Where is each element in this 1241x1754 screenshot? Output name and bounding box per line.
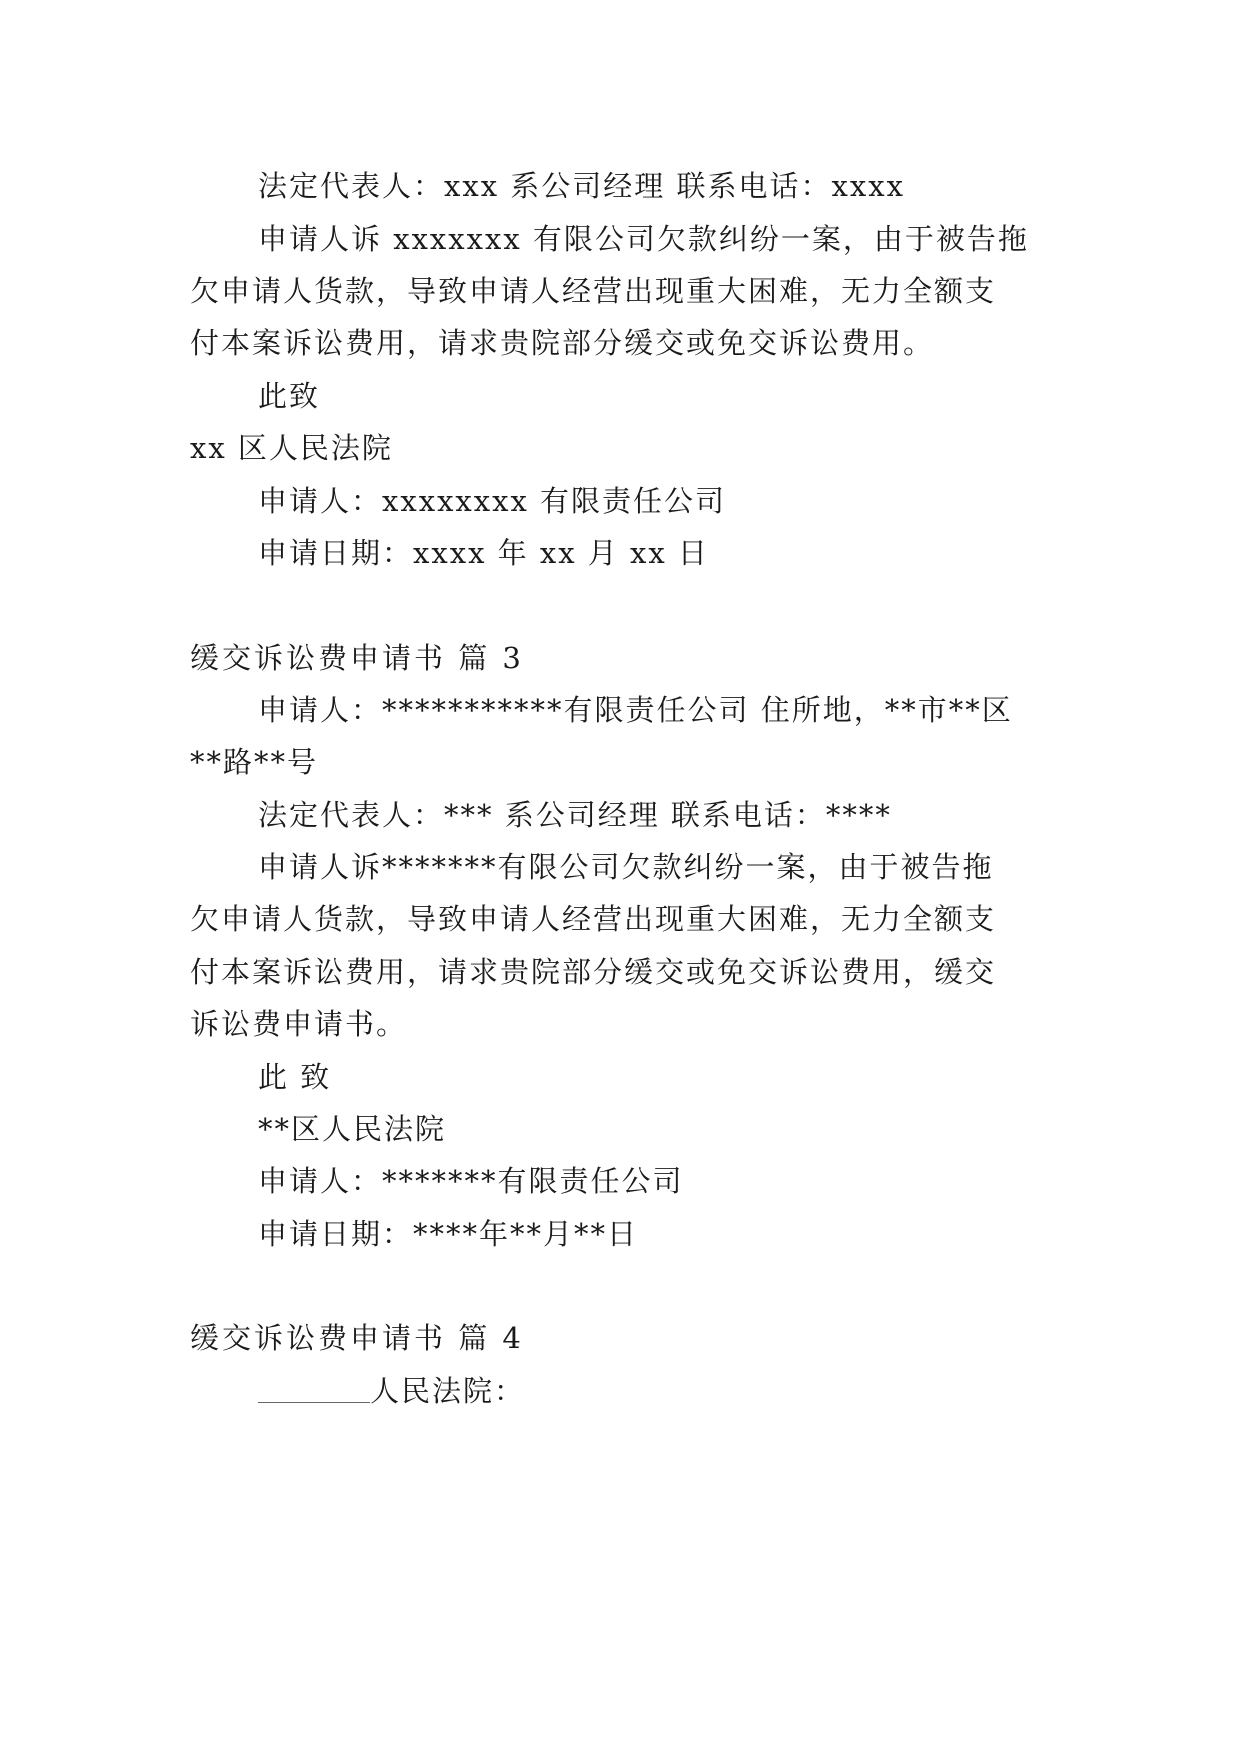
section-heading-3: 缓交诉讼费申请书 篇 3 — [190, 641, 524, 675]
legal-representative-line: 法定代表人：xxx 系公司经理 联系电话：xxxx — [258, 169, 905, 203]
paragraph-line: 申请人诉 xxxxxxx 有限公司欠款纠纷一案，由于被告拖 — [258, 222, 1029, 256]
court-name: xx 区人民法院 — [190, 431, 393, 465]
paragraph-line: 付本案诉讼费用，请求贵院部分缓交或免交诉讼费用，缓交 — [190, 955, 997, 989]
paragraph-line: 申请人诉*******有限公司欠款纠纷一案，由于被告拖 — [258, 850, 994, 884]
legal-representative-line: 法定代表人：*** 系公司经理 联系电话：**** — [258, 798, 892, 832]
paragraph-line: 欠申请人货款，导致申请人经营出现重大困难，无力全额支 — [190, 274, 997, 308]
court-address-line — [258, 1371, 1070, 1411]
paragraph-line: 付本案诉讼费用，请求贵院部分缓交或免交诉讼费用。 — [190, 326, 935, 360]
paragraph-line: 诉讼费申请书。 — [190, 1007, 408, 1041]
salutation: 此 致 — [258, 1060, 332, 1094]
court-name-blank — [258, 1372, 370, 1403]
applicant-signature: 申请人：xxxxxxxx 有限责任公司 — [258, 484, 727, 518]
court-name: **区人民法院 — [258, 1112, 447, 1146]
application-date: 申请日期：****年**月**日 — [258, 1217, 639, 1251]
section-heading-4: 缓交诉讼费申请书 篇 4 — [190, 1321, 524, 1355]
application-date: 申请日期：xxxx 年 xx 月 xx 日 — [258, 536, 709, 570]
applicant-address-line: 申请人：***********有限责任公司 住所地，**市**区 — [258, 693, 1013, 727]
paragraph-line: 欠申请人货款，导致申请人经营出现重大困难，无力全额支 — [190, 902, 997, 936]
address-continuation: **路**号 — [190, 745, 319, 779]
court-address-label: 人民法院： — [370, 1374, 526, 1408]
applicant-signature: 申请人：*******有限责任公司 — [258, 1164, 684, 1198]
salutation: 此致 — [258, 379, 321, 413]
